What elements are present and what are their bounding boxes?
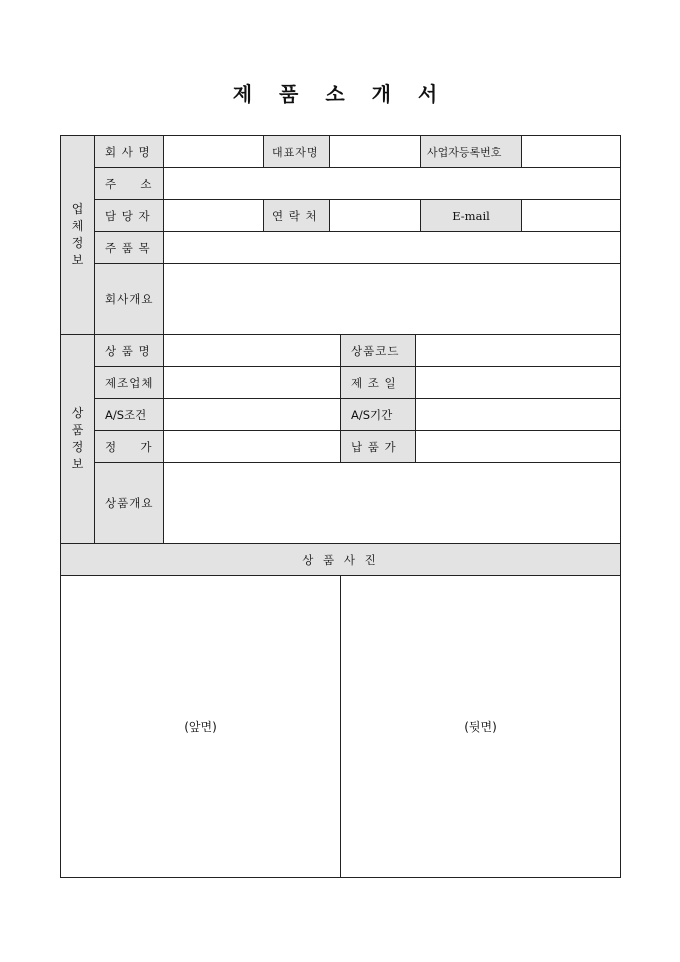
product-name-field[interactable] (163, 334, 341, 367)
company-section-label: 업체정보 (60, 135, 95, 335)
as-period-label: A/S기간 (340, 398, 416, 431)
company-overview-label: 회사개요 (94, 263, 164, 335)
business-reg-field[interactable] (521, 135, 621, 168)
supply-price-field[interactable] (415, 430, 621, 463)
made-date-field[interactable] (415, 366, 621, 399)
page-title: 제 품 소 개 서 (232, 82, 448, 106)
back-photo-area[interactable] (340, 575, 621, 878)
product-code-field[interactable] (415, 334, 621, 367)
product-code-label: 상품코드 (340, 334, 416, 367)
ceo-name-label: 대표자명 (263, 135, 330, 168)
company-name-field[interactable] (163, 135, 264, 168)
supply-price-label: 납 품 가 (340, 430, 416, 463)
front-photo-area[interactable] (60, 575, 341, 878)
made-date-label: 제 조 일 (340, 366, 416, 399)
as-terms-label: A/S조건 (94, 398, 164, 431)
manager-field[interactable] (163, 199, 264, 232)
contact-field[interactable] (329, 199, 421, 232)
business-reg-label: 사업자등록번호 (420, 135, 522, 168)
address-label: 주 소 (94, 167, 164, 200)
product-photos-header: 상 품 사 진 (60, 543, 621, 576)
company-name-label: 회 사 명 (94, 135, 164, 168)
product-overview-field[interactable] (163, 462, 621, 544)
list-price-label: 정 가 (94, 430, 164, 463)
product-name-label: 상 품 명 (94, 334, 164, 367)
front-photo-label: (앞면) (184, 720, 217, 734)
maker-field[interactable] (163, 366, 341, 399)
address-field[interactable] (163, 167, 621, 200)
manager-label: 담 당 자 (94, 199, 164, 232)
as-period-field[interactable] (415, 398, 621, 431)
list-price-field[interactable] (163, 430, 341, 463)
main-items-label: 주 품 목 (94, 231, 164, 264)
product-overview-label: 상품개요 (94, 462, 164, 544)
back-photo-label: (뒷면) (464, 720, 497, 734)
email-label: E-mail (420, 199, 522, 232)
ceo-name-field[interactable] (329, 135, 421, 168)
company-overview-field[interactable] (163, 263, 621, 335)
contact-label: 연 락 처 (263, 199, 330, 232)
as-terms-field[interactable] (163, 398, 341, 431)
email-field[interactable] (521, 199, 621, 232)
product-section-label: 상품정보 (60, 334, 95, 544)
maker-label: 제조업체 (94, 366, 164, 399)
main-items-field[interactable] (163, 231, 621, 264)
